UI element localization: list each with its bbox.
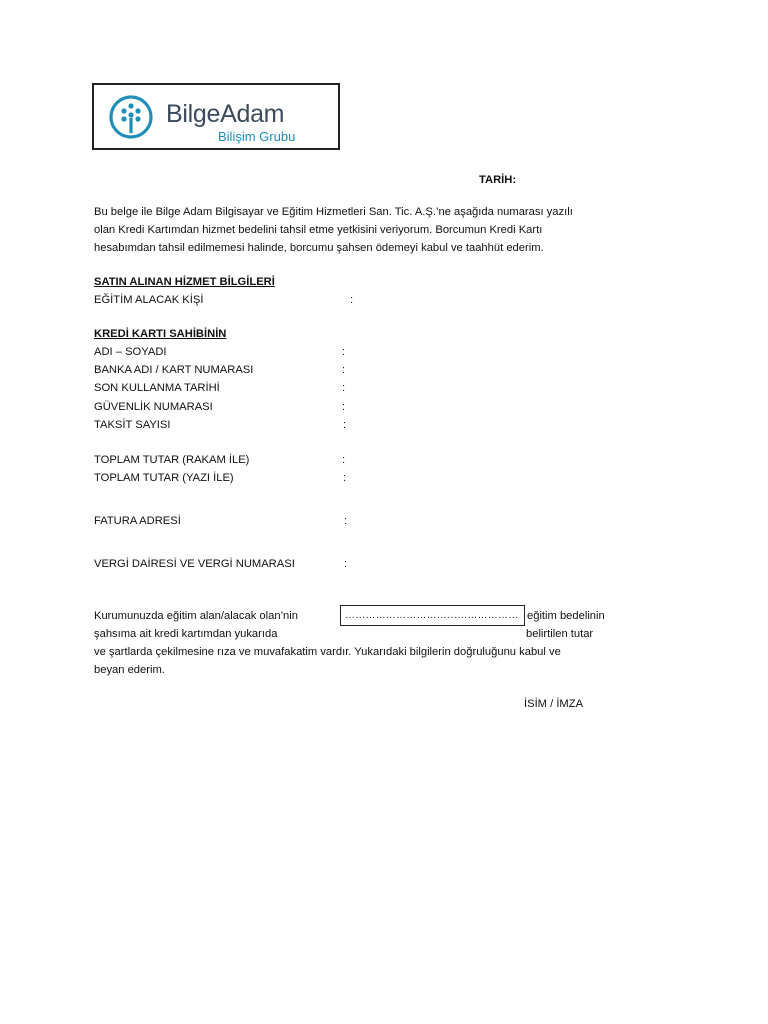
- security-number-label: GÜVENLİK NUMARASI: [94, 401, 213, 413]
- tax-office-colon: :: [344, 558, 348, 570]
- date-label: TARİH:: [479, 174, 517, 186]
- intro-line-1: Bu belge ile Bilge Adam Bilgisayar ve Eğitim Hizmetleri San. Tic. A.Ş.’ne aşağıda numarası yazılı: [94, 206, 573, 218]
- invoice-address-label: FATURA ADRESİ: [94, 515, 181, 527]
- consent-line-3: ve şartlarda çekilmesine rıza ve muvafakatim vardır. Yukarıdaki bilgilerin doğruluğunu kabul ve: [94, 646, 561, 658]
- logo-name: BilgeAdam: [166, 100, 285, 128]
- total-amount-digits-label: TOPLAM TUTAR (RAKAM İLE): [94, 454, 250, 466]
- invoice-address-colon: :: [344, 515, 348, 527]
- tax-office-label: VERGİ DAİRESİ VE VERGİ NUMARASI: [94, 558, 295, 570]
- service-section-heading: SATIN ALINAN HİZMET BİLGİLERİ: [94, 276, 275, 288]
- total-amount-words-label: TOPLAM TUTAR (YAZI İLE): [94, 472, 234, 484]
- card-section-heading: KREDİ KARTI SAHİBİNİN: [94, 328, 227, 340]
- logo-subtitle: Bilişim Grubu: [218, 129, 296, 144]
- trainee-name-placeholder: ……………………………………………: [345, 610, 519, 621]
- signature-label: İSİM / İMZA: [524, 698, 584, 710]
- trainee-label: EĞİTİM ALACAK KİŞİ: [94, 294, 204, 306]
- consent-line-1-right: eğitim bedelinin: [527, 610, 605, 622]
- total-amount-words-colon: :: [343, 472, 347, 484]
- consent-line-2-right: belirtilen tutar: [526, 628, 594, 640]
- company-logo: [92, 83, 340, 150]
- card-holder-name-colon: :: [342, 346, 346, 358]
- installment-count-colon: :: [343, 419, 347, 431]
- trainee-name-field[interactable]: [340, 605, 525, 626]
- consent-line-1-left: Kurumunuzda eğitim alan/alacak olan’nin: [94, 610, 298, 622]
- total-amount-digits-colon: :: [342, 454, 346, 466]
- intro-line-3: hesabımdan tahsil edilmemesi halinde, borcumu şahsen ödemeyi kabul ve taahhüt ederim.: [94, 242, 544, 254]
- consent-line-4: beyan ederim.: [94, 664, 165, 676]
- expiry-date-colon: :: [342, 382, 346, 394]
- bilgeadam-logo-icon: [108, 94, 154, 140]
- intro-line-2: olan Kredi Kartımdan hizmet bedelini tahsil etme yetkisini veriyorum. Borcumun Kredi Kartı: [94, 224, 543, 236]
- expiry-date-label: SON KULLANMA TARİHİ: [94, 382, 220, 394]
- card-holder-name-label: ADI – SOYADI: [94, 346, 167, 358]
- bank-card-number-label: BANKA ADI / KART NUMARASI: [94, 364, 254, 376]
- trainee-colon: :: [350, 294, 354, 306]
- bank-card-number-colon: :: [342, 364, 346, 376]
- installment-count-label: TAKSİT SAYISI: [94, 419, 171, 431]
- consent-line-2-left: şahsıma ait kredi kartımdan yukarıda: [94, 628, 278, 640]
- security-number-colon: :: [342, 401, 346, 413]
